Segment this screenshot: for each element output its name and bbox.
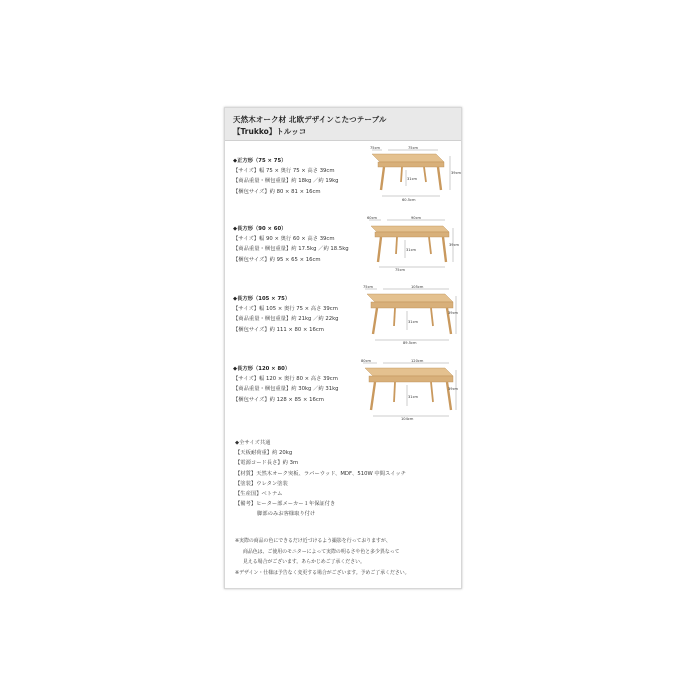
dim-inner-height: 31cm xyxy=(408,395,419,399)
table-leg xyxy=(394,308,395,326)
spec-material: 【材質】天然木オーク突板、ラバーウッド、MDF、510W 中間スイッチ xyxy=(235,470,406,477)
spec-load: 【天板耐荷重】約 20kg xyxy=(235,450,293,457)
note-line: 商品色は、ご使用のモニターによって実際の明るさや色と多少異なって xyxy=(243,548,400,555)
dim-inner-height: 31cm xyxy=(407,177,418,181)
spec-finish: 【塗装】ウレタン塗装 xyxy=(235,480,288,487)
model-weight: 【商品重量・梱包重量】約 30kg ／約 31kg xyxy=(233,386,339,393)
model-weight: 【商品重量・梱包重量】約 18kg ／約 19kg xyxy=(233,178,339,185)
table-leg xyxy=(396,237,397,254)
table-edge xyxy=(369,376,453,382)
model-size: 【サイズ】幅 105 × 奥行 75 × 高さ 39cm xyxy=(233,306,338,313)
table-top xyxy=(371,226,449,232)
spec-origin: 【生産国】ベトナム xyxy=(235,491,283,498)
spec-card xyxy=(224,107,462,589)
model-spec-3 xyxy=(233,294,339,335)
dim-depth: 60cm xyxy=(367,216,378,220)
dim-width: 75cm xyxy=(408,146,419,150)
dim-height: 39cm xyxy=(451,171,462,175)
dim-inner-width: 75cm xyxy=(395,268,406,272)
model-size: 【サイズ】幅 90 × 奥行 60 × 高さ 39cm xyxy=(233,236,335,243)
model-pack: 【梱包サイズ】約 111 × 80 × 16cm xyxy=(233,326,324,333)
model-weight: 【商品重量・梱包重量】約 17.5kg ／約 18.5kg xyxy=(233,246,349,253)
table-diagram-3 xyxy=(363,284,459,346)
common-specs xyxy=(235,438,406,520)
dim-inner-height: 31cm xyxy=(408,320,419,324)
dim-depth: 80cm xyxy=(361,359,372,363)
table-leg xyxy=(378,237,381,262)
common-heading: ◆全サイズ共通 xyxy=(235,440,271,446)
model-weight: 【商品重量・梱包重量】約 21kg ／約 22kg xyxy=(233,316,339,323)
note-line: 見える場合がございます。あらかじめご了承ください。 xyxy=(243,559,365,566)
spec-cord: 【電源コード長さ】約 3m xyxy=(235,460,299,467)
table-diagram-1 xyxy=(368,146,462,204)
table-leg xyxy=(394,382,395,402)
dim-width: 120cm xyxy=(411,359,424,363)
table-leg xyxy=(401,167,402,182)
note-line: ※実際の商品の色にできるだけ近づけるよう撮影を行っておりますが、 xyxy=(235,538,391,544)
page-title: 天然木オーク材 北欧デザインこたつテーブル xyxy=(233,115,387,124)
model-heading: ◆正方形（75 × 75） xyxy=(233,158,287,164)
notes xyxy=(235,536,410,578)
note-line: ※デザイン・仕様は予告なく変更する場合がございます。予めご了承ください。 xyxy=(235,569,410,576)
model-spec-4 xyxy=(233,364,339,405)
table-leg xyxy=(443,237,446,262)
table-leg xyxy=(429,237,431,254)
table-diagram-2 xyxy=(365,214,460,272)
table-top xyxy=(372,154,444,162)
table-leg xyxy=(431,308,433,326)
model-size: 【サイズ】幅 120 × 奥行 80 × 高さ 39cm xyxy=(233,376,338,383)
table-edge xyxy=(371,302,453,308)
dim-width: 90cm xyxy=(411,216,422,220)
table-leg xyxy=(381,167,384,190)
table-leg xyxy=(373,308,377,334)
table-leg xyxy=(371,382,375,410)
model-heading: ◆長方形（120 × 80） xyxy=(233,366,291,372)
model-heading: ◆長方形（105 × 75） xyxy=(233,296,291,302)
model-size: 【サイズ】幅 75 × 奥行 75 × 高さ 39cm xyxy=(233,168,335,175)
dim-height: 39cm xyxy=(448,311,459,315)
dim-inner-height: 31cm xyxy=(406,248,417,252)
dim-depth: 75cm xyxy=(370,146,381,150)
dim-inner-width: 89.5cm xyxy=(403,341,417,345)
product-name: 【Trukko】トルッコ xyxy=(233,127,307,136)
table-leg xyxy=(424,167,426,182)
table-edge xyxy=(375,232,449,237)
table-top xyxy=(367,294,453,302)
spec-remark: 【備考】ヒーター部メーカー１年保証付き xyxy=(235,501,336,508)
table-leg xyxy=(431,382,433,402)
model-spec-2 xyxy=(233,224,349,265)
model-pack: 【梱包サイズ】約 80 × 81 × 16cm xyxy=(233,188,321,195)
dim-inner-width: 104cm xyxy=(401,417,414,421)
table-leg xyxy=(438,167,441,190)
model-pack: 【梱包サイズ】約 128 × 85 × 16cm xyxy=(233,396,324,403)
model-heading: ◆長方形（90 × 60） xyxy=(233,226,287,232)
dim-height: 39cm xyxy=(448,387,459,391)
dim-width: 105cm xyxy=(411,285,424,289)
dim-depth: 75cm xyxy=(363,285,374,289)
spec-remark-continued: 脚部のみお客様取り付け xyxy=(257,511,316,518)
table-diagram-4 xyxy=(361,358,459,422)
table-top xyxy=(365,368,453,376)
table-edge xyxy=(378,162,444,167)
model-pack: 【梱包サイズ】約 95 × 65 × 16cm xyxy=(233,256,321,263)
dim-height: 39cm xyxy=(449,243,460,247)
header xyxy=(225,108,461,141)
dim-inner-width: 60.5cm xyxy=(402,198,416,202)
model-spec-1 xyxy=(233,156,339,197)
